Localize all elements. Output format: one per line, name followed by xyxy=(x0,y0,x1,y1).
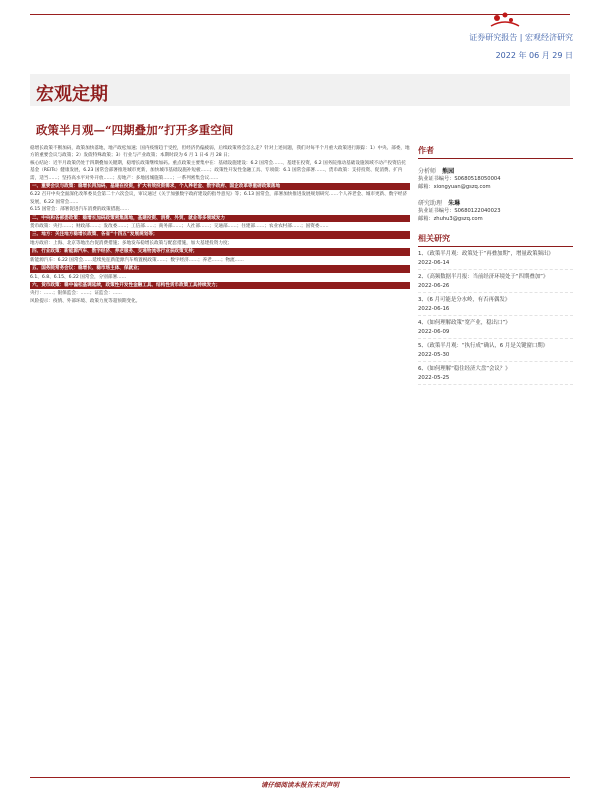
related-item[interactable] xyxy=(418,247,573,270)
section-heading: 三、地方：关注地方稳增长政策、各省“十四五”发展规划等； xyxy=(30,231,410,238)
body-paragraph: 新能源汽车：6.22 国常会……延续免征新能源汽车购置税政策……；数字经济……；养老……；物流…… xyxy=(30,257,244,263)
related-item[interactable] xyxy=(418,339,573,362)
footer-rule xyxy=(30,777,570,778)
related-item-title: 2、《高频数据半月报：当前经济环境处于“四期叠加”》 xyxy=(418,274,549,280)
body-paragraph: 6.1、6.8、6.15、6.22 国常会，分别部署…… xyxy=(30,274,127,280)
body-paragraph: 货币政策：央行……；财政部……；发改委……；工信部……；商务部……；人社部……；交通部……；住建部……；农业农村部……；国资委…… xyxy=(30,224,329,230)
body-paragraph: 风险提示：疫情、外部环境、政策力度等超预期变化。 xyxy=(30,298,141,304)
related-item-title: 6、《如何理解“稳住经济大盘”会议？》 xyxy=(418,366,511,372)
analyst-1-email[interactable]: 邮箱：xiongyuan@gszq.com xyxy=(418,184,491,190)
body-paragraph: 稳增长政策不断加码，政策加快落地，地产政松加速；国内疫情趋于受控，但经济仍偏疲弱，后续政策将会怎么走？针对上述问题，我们对每半个月重大政策进行跟踪：1）中央、部委，地方的重要会议与政策；2）发债特殊政策；3）行业与产业政策；本期时段为 6 月 1 日-6 月 28 日； xyxy=(30,146,410,159)
report-series: 证券研究报告 | 宏观经济研究 xyxy=(469,33,573,42)
body-paragraph: 央行：……；银保监会：……；证监会：…… xyxy=(30,291,122,297)
report-subtitle: 政策半月观—“四期叠加”打开多重空间 xyxy=(36,123,234,137)
related-item-title: 3、《6 月可能是分水岭，有否再偶发》 xyxy=(418,297,511,303)
analyst-1-cert: 执业证书编号：S0680518050004 xyxy=(418,176,501,182)
related-item[interactable] xyxy=(418,362,573,385)
analyst-2-cert: 执业证书编号：S0680122040023 xyxy=(418,208,501,214)
body-paragraph: 6.22 召开中央全面深化改革委员会第二十六次会议，审议通过《关于加强数字政府建设的指导意见》等；6.13 国常会，部署加快推进发展规划研究……个人养老金、城市更新、数字经济发展，6.22 国常会…… xyxy=(30,192,408,205)
related-item-date: 2022-06-14 xyxy=(418,259,450,266)
analyst-2-name: 研究助理 朱琳 xyxy=(418,200,461,207)
related-item[interactable] xyxy=(418,293,573,316)
report-category-title: 宏观定期 xyxy=(36,84,108,105)
related-item-date: 2022-05-25 xyxy=(418,374,450,381)
related-list xyxy=(418,247,573,385)
related-item[interactable] xyxy=(418,270,573,293)
body-paragraph: 6.15 国常会：部署促进汽车消费的政策措施…… xyxy=(30,207,129,213)
related-item-title: 5、《政策半月观：“执行成”确认，6 月是关键窗口期》 xyxy=(418,343,549,349)
analyst-1-name: 分析师 熊园 xyxy=(418,168,455,175)
sidebar xyxy=(418,145,573,385)
report-date: 2022 年 06 月 29 日 xyxy=(495,51,573,60)
analyst-2-email[interactable]: 邮箱：zhuhu3@gszq.com xyxy=(418,216,483,222)
body-paragraph: 地方政府：上海、北京等地出台促消费措施；多地发布稳增长政策与配套措施，加大基建投资力度； xyxy=(30,240,233,246)
related-research xyxy=(418,233,573,385)
related-item-date: 2022-06-09 xyxy=(418,328,450,335)
related-item-title: 4、《如何理解政策“宽产业，稳出口”》 xyxy=(418,320,511,326)
authors-heading: 作者 xyxy=(418,145,573,159)
related-item-date: 2022-06-26 xyxy=(418,282,450,289)
section-heading: 四、行业政策：新能源汽车、数字经济、养老服务、交通物流等行业获政策支持； xyxy=(30,248,410,255)
related-heading: 相关研究 xyxy=(418,233,573,247)
footer-disclaimer: 请仔细阅读本报告末页声明 xyxy=(261,781,339,789)
section-heading: 一、重要会议与政策：稳增长再加码，基建在投资，扩大有效投资需求，个人养老金、数字政府、国企改革等重磅政策落地 xyxy=(30,183,410,190)
section-heading: 二、中央和各部委政策：稳增长加码政策密集落地，基建投资、消费、外贸、就业等多领域发力 xyxy=(30,215,410,222)
related-item[interactable] xyxy=(418,316,573,339)
section-heading: 五、国务院常务会议：稳增长、稳市场主体、保就业； xyxy=(30,265,410,272)
article-body xyxy=(30,145,410,305)
section-heading: 六、货币政策：稳中偏松基调延续，政策性开发性金融工具、结构性货币政策工具持续发力； xyxy=(30,282,410,289)
body-paragraph: 核心结论：近半月政策仍处于四期叠加关键期，稳增长政策继续加码。重点政策主要集中在：基础设施建设：6.2 国常会……、基建在投资，6.2 国务院推动基础设施领域不动产投资信托基金（REITs）健康发展，6.23 国常会部署推进城市更新，加快城市基础设施补短板……；政策性开发性金融工具、专项债：6.1 国常会部署……、货币政策：支持投资、促消费、扩内需，适当……；坚持高水平对外开放……；房地产：多地因城施策……；一系列密集会议…… xyxy=(30,160,406,181)
related-item-date: 2022-05-30 xyxy=(418,351,450,358)
related-item-title: 1、《政策半月观：政策处于“再叠加期”，增量政策频出》 xyxy=(418,251,554,257)
related-item-date: 2022-06-16 xyxy=(418,305,450,312)
title-band xyxy=(30,74,570,106)
